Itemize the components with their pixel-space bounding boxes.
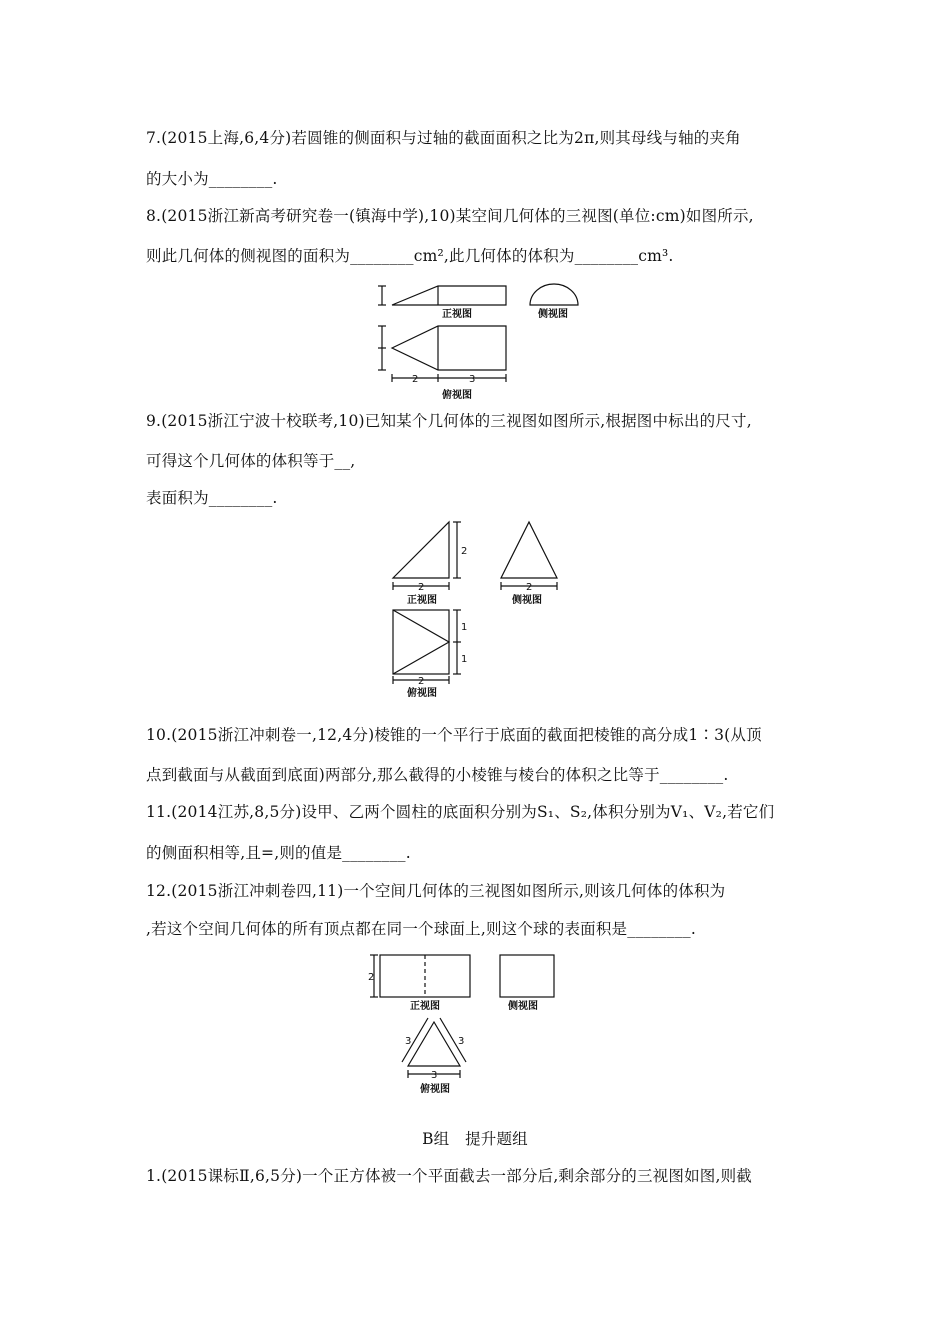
- q9-side-width: 2: [526, 582, 533, 593]
- q9-line2: 可得这个几何体的体积等于__,: [146, 452, 356, 470]
- q8-front-label: 正视图: [442, 309, 472, 320]
- section-b-heading: B组 提升题组: [422, 1130, 528, 1148]
- q8-line2: 则此几何体的侧视图的面积为________cm²,此几何体的体积为________cm³.: [146, 247, 674, 265]
- q12-side-label: 侧视图: [508, 1001, 538, 1012]
- q12-top-view-shape: [408, 1022, 460, 1066]
- q9-top-dim-upper: 1: [461, 622, 468, 633]
- q8-line1: 8.(2015浙江新高考研究卷一(镇海中学),10)某空间几何体的三视图(单位:cm)如图所示,: [146, 207, 754, 225]
- q12-side-view-shape: [500, 955, 554, 997]
- q10-line1: 10.(2015浙江冲刺卷一,12,4分)棱锥的一个平行于底面的截面把棱锥的高分成1∶3(从顶: [146, 726, 762, 744]
- q10-line2: 点到截面与从截面到底面)两部分,那么截得的小棱锥与棱台的体积之比等于________.: [146, 766, 729, 784]
- q12-top-label: 俯视图: [420, 1084, 450, 1095]
- q11-line1: 11.(2014江苏,8,5分)设甲、乙两个圆柱的底面积分别为S₁、S₂,体积分别为V₁、V₂,若它们: [146, 803, 775, 821]
- q7-line1: 7.(2015上海,6,4分)若圆锥的侧面积与过轴的截面面积之比为2π,则其母线与轴的夹角: [146, 129, 741, 147]
- q9-top-width: 2: [418, 676, 425, 687]
- q12-three-view-figure: [368, 950, 568, 1110]
- q9-front-view-shape: [393, 522, 449, 578]
- q11-line2: 的侧面积相等,且=,则的值是________.: [146, 844, 411, 862]
- q8-side-view-shape: [530, 284, 578, 305]
- q12-front-label: 正视图: [410, 1001, 440, 1012]
- q12-top-left-edge: 3: [405, 1036, 412, 1047]
- q7-line2: 的大小为________.: [146, 170, 278, 188]
- q9-front-height: 2: [461, 546, 468, 557]
- section-b-q1-line1: 1.(2015课标Ⅱ,6,5分)一个正方体被一个平面截去一部分后,剩余部分的三视图如图,则截: [146, 1167, 752, 1185]
- q9-top-view-shape: [393, 610, 449, 674]
- q12-line2: ,若这个空间几何体的所有顶点都在同一个球面上,则这个球的表面积是________.: [146, 920, 696, 938]
- q12-top-base: 3: [431, 1070, 438, 1081]
- q9-top-dim-lower: 1: [461, 654, 468, 665]
- q9-front-label: 正视图: [407, 595, 437, 606]
- q9-line1: 9.(2015浙江宁波十校联考,10)已知某个几何体的三视图如图所示,根据图中标出的尺寸,: [146, 412, 752, 430]
- q8-side-label: 侧视图: [538, 309, 568, 320]
- q8-front-view-shape: [392, 286, 506, 305]
- q9-front-width: 2: [418, 582, 425, 593]
- q8-dim-left: 2: [412, 374, 419, 385]
- q9-three-view-figure: [385, 516, 585, 701]
- q12-line1: 12.(2015浙江冲刺卷四,11)一个空间几何体的三视图如图所示,则该几何体的体积为: [146, 882, 726, 900]
- q9-side-view-shape: [501, 522, 557, 578]
- q9-top-label: 俯视图: [407, 688, 437, 699]
- q8-top-view-shape: [392, 326, 506, 370]
- q9-line3: 表面积为________.: [146, 489, 278, 507]
- q12-front-height: 2: [368, 972, 375, 983]
- q9-side-label: 侧视图: [512, 595, 542, 606]
- q8-three-view-figure: [370, 278, 590, 403]
- q12-top-right-edge: 3: [458, 1036, 465, 1047]
- q8-top-label: 俯视图: [442, 390, 472, 401]
- q8-dim-right: 3: [469, 374, 476, 385]
